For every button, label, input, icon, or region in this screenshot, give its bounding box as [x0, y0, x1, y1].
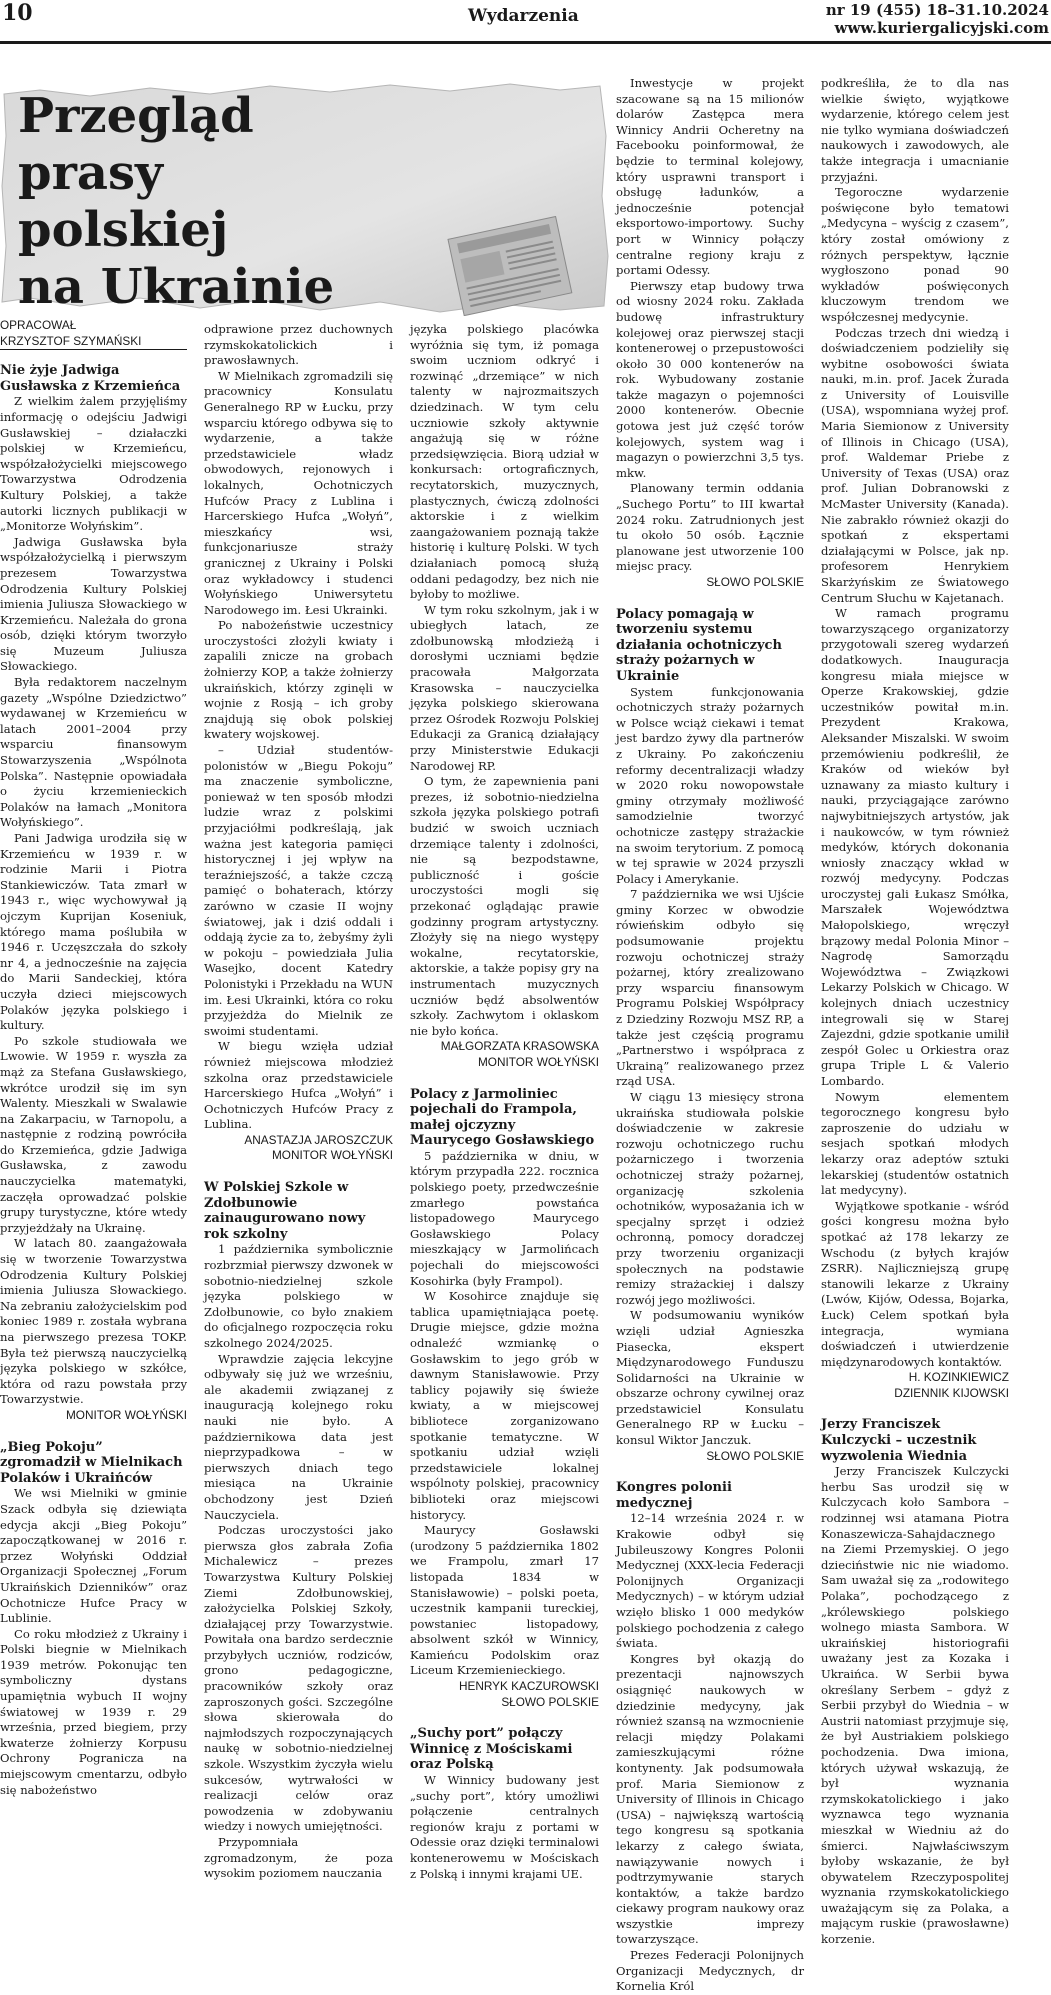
- headline-line: Przegląd prasy: [18, 88, 254, 201]
- article-paragraph: W Kosohirce znajduje się tablica upamiętniająca poetę. Drugie miejsce, gdzie można odnaleźć wzmiankę o Gosławskim to jego grób w dawnym Stanisławowie. Przy tablicy pojawiły się świeże kwiaty, a w miejscowej bibliotece zorganizowano spotkanie tematyczne. W spotkaniu udział wzięli przedstawiciele lokalnej wspólnoty polskiej, pracownicy biblioteki oraz miejscowi historycy.: [410, 1289, 599, 1522]
- article-paragraph: W ramach programu towarzyszącego organizatorzy przygotowali szereg wydarzeń dodatkowych. Inauguracja kongresu miała miejsce w Operze Krakowskiej, gdzie uczestników powitał m.in. Prezydent Krakowa, Aleksander Miszalski. W swoim przemówieniu podkreślił, że Kraków od wieków był uznawany za miasto kultury i nauki, przyciągające zarówno najwybitniejszych artystów, jak i naukowców, w tym również medyków, których dokonania wniosły znaczący wkład w rozwój medycyny. Podczas uroczystej gali Łukasz Smółka, Marszałek Województwa Małopolskiego, wręczył brązowy medal Polonia Minor – Nagrodę Samorządu Województwa – Związkowi Lekarzy Polskich w Chicago. W kolejnych dniach uczestnicy integrowali się w Starej Zajezdni, gdzie spotkanie umilił zespół Golec u Orkiestra oraz grupa Triple L & Valerio Lombardo.: [821, 606, 1009, 1088]
- headline-line: polskiej: [18, 202, 229, 258]
- article-signature: DZIENNIK KIJOWSKI: [894, 1385, 1009, 1400]
- article-signature: SŁOWO POLSKIE: [706, 1448, 804, 1463]
- article-paragraph: Po nabożeństwie uczestnicy uroczystości złożyli kwiaty i zapalili znicze na grobach żołnierzy KOP, a także żołnierzy ukraińskich, którzy zginęli w wojnie z Rosją – ich groby znajdują się obok polskiej kwatery wojskowej.: [204, 618, 393, 742]
- section-title: Wydarzenia: [468, 6, 579, 26]
- article-paragraph: W tym roku szkolnym, jak i w ubiegłych latach, ze zdołbunowską młodzieżą i dorosłymi uczniami będzie pracowała Małgorzata Krasowska – nauczycielka języka polskiego skierowana przez Ośrodek Rozwoju Polskiej Edukacji za Granicą działający przy Ministerstwie Edukacji Narodowej RP.: [410, 602, 599, 773]
- article-paragraph: W latach 80. zaangażowała się w tworzenie Towarzystwa Odrodzenia Kultury Polskiej imienia Juliusza Słowackiego. Na zebraniu założycielskim pod koniec 1989 r. została wybrana na pierwszego prezesa TOKP. Była też pierwszą nauczycielką języka polskiego w szkółce, która od razu powstała przy Towarzystwie.: [0, 1236, 187, 1407]
- article-signature: SŁOWO POLSKIE: [706, 575, 804, 589]
- article-signature: H. KOZINKIEWICZ: [908, 1370, 1009, 1385]
- article-signature: MONITOR WOŁYŃSKI: [477, 1054, 599, 1069]
- byline-divider: [0, 349, 187, 350]
- spacer: [0, 353, 187, 363]
- article-paragraph: 12–14 września 2024 r. w Krakowie odbył się Jubileuszowy Kongres Polonii Medycznej (XXX-lecia Federacji Polonijnych Organizacji Medycznych) – w którym udział wzięło blisko 1 000 medyków polskiego pochodzenia z całego świata.: [616, 1511, 804, 1651]
- article-signature: HENRYK KACZUROWSKI: [458, 1679, 599, 1694]
- byline-author: KRZYSZTOF SZYMAŃSKI: [0, 333, 142, 348]
- article-paragraph: Z wielkim żalem przyjęliśmy informację o odejściu Jadwigi Gusławskiej – działaczki polskiej w Krzemieńcu, współzałożycielki miejscowego Towarzystwa Odrodzenia Kultury Polskiej, a także autorki licznych publikacji w „Monitorze Wołyńskim”.: [0, 394, 187, 534]
- article-paragraph: W Winnicy budowany jest „suchy port”, który umożliwi połączenie centralnych regionów kraju z portami w Odessie oraz dzięki terminalowi kontenerowemu w Mościskach z Polską i innymi krajami UE.: [410, 1773, 599, 1881]
- article-paragraph: Inwestycje w projekt szacowane są na 15 milionów dolarów Zastępca mera Winnicy Andrii Ocheretny na Facebooku poinformował, że będzie to terminal kolejowy, który usprawni transport i obsługę ładunków, a jednocześnie potencjał eksportowo-importowy. Suchy port w Winnicy połączy centralne regiony kraju z portami Odessy.: [616, 76, 804, 278]
- column-5: [821, 76, 1009, 1948]
- headline-line: na Ukrainie: [18, 259, 335, 315]
- article-paragraph: Tegoroczne wydarzenie poświęcone było tematowi „Medycyna – wyścig z czasem”, który został omówiony z różnych perspektyw, łącznie wygłoszono ponad 90 wykładów poświęconych kluczowym trendom we współczesnej medycynie.: [821, 185, 1009, 324]
- article-paragraph: Wyjątkowe spotkanie - wśród gości kongresu można było spotkać aż 178 lekarzy ze Wschodu (z byłych krajów ZSRR). Najliczniejszą grupę stanowili lekarze z Ukrainy (Lwów, Kijów, Odessa, Bojarka, Łuck) Celem spotkań była integracja, wymiana doświadczeń i utwierdzenie międzynarodowych kontaktów.: [821, 1198, 1009, 1369]
- article-paragraph: 5 października w dniu, w którym przypadła 222. rocznica polskiego poety, przedwcześnie zmarłego powstańca listopadowego Maurycego Gosławskiego Polacy mieszkający w Jarmolińcach pojechali do miejscowości Kosohirka (były Frampol).: [410, 1148, 599, 1288]
- article-paragraph: – Udział studentów-polonistów w „Biegu Pokoju” ma znaczenie symboliczne, ponieważ w ten sposób młodzi ludzie wraz z polskimi przyjaciółmi podkreślają, jak ważna jest kategoria pamięci historycznej i jej wpływ na teraźniejszość, a także czczą pamięć o bohaterach, którzy zarówno w czasie II wojny światowej, jak i dziś oddali i oddają życie za to, żebyśmy żyli w pokoju – powiedziała Julia Wasejko, docent Katedry Polonistyki i Przekładu na WUN im. Łesi Ukrainki, która co roku przyjeżdża do Mielnik ze swoimi studentami.: [204, 743, 393, 1038]
- article-paragraph: Jerzy Franciszek Kulczycki herbu Sas urodził się w Kulczycach koło Sambora – rodzinnej wsi atamana Piotra Konaszewicza-Sahajdacznego na Ziemi Przemyskiej. O jego dzieciństwie nic nie wiadomo. Sam uważał się za „rodowitego Polaka”, pochodzącego z „królewskiego polskiego wolnego miasta Sambora. W ukraińskiej historiografii uważany jest za Kozaka i Ukraińca. W Serbii bywa określany Serbem – gdyż z Serbii przybył do Wiednia – w Austrii natomiast przyjmuje się, że był Austriakiem polskiego pochodzenia. Dwa imiona, których używał wskazują, że był wyznania rzymskokatolickiego i jako wyznawca tego wyznania mieszkał w Wiedniu aż do śmierci. Najwłaściwszym byłoby wskazanie, że był obywatelem Rzeczypospolitej wyznania rzymskokatolickiego uważającym się za Polaka, a mającym ruskie (prawosławne) korzenie.: [821, 1464, 1009, 1947]
- article-paragraph: Przypomniała zgromadzonym, że poza wysokim poziomem nauczania: [204, 1835, 393, 1881]
- article-paragraph: Wprawdzie zajęcia lekcyjne odbywały się już we wrześniu, ale akademii związanej z inauguracją kolejnego roku nauki nie było. A październikowa data jest nieprzypadkowa – w pierwszych dniach tego miesiąca na Ukrainie obchodzony jest Dzień Nauczyciela.: [204, 1351, 393, 1522]
- column-2: [204, 322, 393, 1882]
- article-paragraph: Podczas uroczystości jako pierwsza głos zabrała Zofia Michalewicz – prezes Towarzystwa Kultury Polskiej Ziemi Zdołbunowskiej, założycielka Polskiej Szkoły, działającej przy Towarzystwie. Powitała ona bardzo serdecznie przybyłych uczniów, rodziców, grono pedagogiczne, pracowników szkoły oraz zaproszonych gości. Szczególne słowa skierowała do najmłodszych rozpoczynających naukę w sobotnio-niedzielnej szkole. Wszystkim życzyła wielu sukcesów, wytrwałości w realizacji celów oraz powodzenia w zdobywaniu wiedzy i nowych umiejętności.: [204, 1523, 393, 1834]
- article-paragraph: W Mielnikach zgromadzili się pracownicy Konsulatu Generalnego RP w Łucku, przy wsparciu którego odbywa się to wydarzenie, a także przedstawiciele władz obwodowych, rejonowych i lokalnych, Ochotniczych Hufców Pracy z Lublina i Harcerskiego Hufca „Wołyń”, mieszkańcy wsi, funkcjonariusze straży granicznej z Ukrainy i Polski oraz wykładowcy i studenci Wołyńskiego Uniwersytetu Narodowego im. Łesi Ukrainki.: [204, 368, 393, 617]
- article-paragraph: Po szkole studiowała we Lwowie. W 1959 r. wyszła za mąż za Stefana Gusławskiego, wkrótce urodził się im syn Walenty. Mieszkali w Swalawie na Zakarpaciu, w Tarnopolu, a następnie z rodziną powróciła do Krzemieńca, gdzie Jadwiga Gusławska, z zawodu nauczycielka matematyki, zaczęła oprowadzać polskie grupy turystyczne, które wtedy przyjeżdżały na Ukrainę.: [0, 1033, 187, 1235]
- article-paragraph: Pani Jadwiga urodziła się w Krzemieńcu w 1939 r. w rodzinie Marii i Piotra Stankiewiczów. Tata zmarł w 1943 r., więc wychowywał ją ojczym Kuprijan Koseniuk, którego mama poślubiła w 1946 r. Uczęszczała do szkoły nr 4, a jednocześnie na zajęcia do Marii Sandeckiej, która uczyła dzieci miejscowych Polaków języka polskiego i kultury.: [0, 831, 187, 1033]
- article-headline: Polacy pomagają w tworzeniu systemu działania ochotniczych straży pożarnych w Ukrainie: [616, 606, 782, 684]
- column-3: [410, 322, 599, 1882]
- column-1: [0, 318, 187, 1798]
- column-body: [204, 322, 393, 1882]
- spacer: [410, 1071, 599, 1087]
- article-paragraph: System funkcjonowania ochotniczych straży pożarnych w Polsce wciąż ciekawi i temat jest bardzo żywy dla partnerów z Ukrainy. Po zakończeniu reformy decentralizacji władzy w 2020 roku nowopowstałe gminy otrzymały możliwość samodzielnie tworzyć ochotnicze zastępy strażackie na swoim terytorium. Z pomocą w tej sprawie w 2024 przyszli Polacy i Amerykanie.: [616, 684, 804, 886]
- article-paragraph: Kongres był okazją do prezentacji najnowszych osiągnięć naukowych w dziedzinie medycyny, jak również szansą na wzmocnienie relacji między Polakami zamieszkującymi różne kontynenty. Jak podsumowała prof. Maria Siemionow z University of Illinois in Chicago (USA) – największą wartością tego kongresu są spotkania lekarzy z całego świata, nawiązywanie nowych i podtrzymywanie starych kontaktów, a także bardzo ciekawy program naukowy oraz wszystkie imprezy towarzyszące.: [616, 1651, 804, 1947]
- article-paragraph: Planowany termin oddania „Suchego Portu” to III kwartał 2024 roku. Zatrudnionych jest tu około 50 osób. Łącznie planowane jest utworzenie 100 miejsc pracy.: [616, 481, 804, 574]
- article-paragraph: We wsi Mielniki w gminie Szack odbyła się dziewiąta edycja akcji „Bieg Pokoju” zapoczątkowanej w 2016 r. przez Wołyński Oddział Organizacji Społecznej „Forum Ukraińskich Dzienników” oraz Ochotnicze Hufce Pracy w Lublinie.: [0, 1486, 187, 1626]
- article-paragraph: podkreśliła, że to dla nas wielkie święto, wyjątkowe wydarzenie, którego celem jest nie tylko wymiana doświadczeń naukowych i zawodowych, ale także integracja i umacnianie przyjaźni.: [821, 76, 1009, 184]
- article-paragraph: Maurycy Gosławski (urodzony 5 października 1802 we Frampolu, zmarł 17 listopada 1834 w Stanisławowie) – polski poeta, uczestnik kampanii tureckiej, powstaniec listopadowy, absolwent szkół w Winnicy, Kamieńcu Podolskim oraz Liceum Krzemienieckiego.: [410, 1523, 599, 1678]
- article-headline: „Suchy port” połączy Winnicę z Mościskami oraz Polską: [410, 1726, 573, 1773]
- newspaper-icon: [445, 216, 585, 320]
- column-4: [616, 76, 804, 1995]
- article-signature: MAŁGORZATA KRASOWSKA: [440, 1039, 599, 1054]
- column-body: [410, 322, 599, 1882]
- byline: [0, 318, 187, 349]
- byline-label: OPRACOWAŁ: [0, 318, 77, 332]
- article-paragraph: Pierwszy etap budowy trwa od wiosny 2024 roku. Zakłada budowę infrastruktury kolejowej oraz pierwszej stacji kontenerowej o przepustowości około 30 000 kontenerów na rok. Wybudowany zostanie także magazyn o pojemności 2000 kontenerów. Obecnie gotowa jest już część torów kolejowych, system wag i magazyn o powierzchni 3,5 tys. mkw.: [616, 278, 804, 480]
- spacer: [616, 591, 804, 607]
- column-body: [0, 363, 187, 1798]
- article-paragraph: Jadwiga Gusławska była współzałożycielką i pierwszym prezesem Towarzystwa Odrodzenia Kultury Polskiej imienia Juliusza Słowackiego w Krzemieńcu. Należała do grona osób, dzięki którym tworzyło się Muzeum Juliusza Słowackiego.: [0, 534, 187, 674]
- article-paragraph: 1 października symbolicznie rozbrzmiał pierwszy dzwonek w sobotnio-niedzielnej szkole języka polskiego w Zdołbunowie, co było znakiem do oficjalnego rozpoczęcia roku szkolnego 2024/2025.: [204, 1242, 393, 1350]
- article-signature: SŁOWO POLSKIE: [501, 1694, 599, 1709]
- article-paragraph: W podsumowaniu wyników wzięli udział Agnieszka Piasecka, ekspert Międzynarodowego Funduszu Solidarności na Ukrainie w obszarze ochrony cywilnej oraz przedstawiciel Konsulatu Generalnego RP w Łucku – konsul Wiktor Janczuk.: [616, 1308, 804, 1448]
- article-headline: Polacy z Jarmoliniec pojechali do Frampola, małej ojczyzny Maurycego Gosławskiego: [410, 1086, 595, 1149]
- spacer: [204, 1164, 393, 1180]
- article-paragraph: O tym, że zapewnienia pani prezes, iż sobotnio-niedzielna szkoła języka polskiego potrafi budzić w swoich uczniach drzemiące talenty i zdolności, nie są bezpodstawne, publiczność i goście uroczystości mogli się przekonać oglądając prawie godzinny program artystyczny. Złożyły się na niego występy wokalne, recytatorskie, aktorskie, a także popisy gry na instrumentach muzycznych uczniów będź absolwentów szkoły. Zachwytom i oklaskom nie było końca.: [410, 774, 599, 1038]
- page-headline: [18, 88, 398, 316]
- article-paragraph: Podczas trzech dni wiedzą i doświadczeniem podzieliły się wybitne osobowości świata nauki, m.in. prof. Jacek Żurada z University of Louisville (USA), wspomniana wyżej prof. Maria Siemionow z University of Illinois in Chicago (USA), prof. Waldemar Priebe z University of Texas (USA) oraz prof. Julian Dobranowski z McMaster University (Kanada). Nie zabrakło również okazji do spotkań z ekspertami działającymi w Polsce, jak np. profesorem Henrykiem Skarżyńskim ze Światowego Centrum Słuchu w Kajetanach.: [821, 325, 1009, 605]
- article-paragraph: W ciągu 13 miesięcy strona ukraińska studiowała polskie doświadczenie w zakresie rozwoju ochotniczego ruchu pożarniczego i tworzenia ochotniczej straży pożarnej, organizację szkolenia ochotników, wyposażania ich w specjalny sprzęt i odzież ochronną, pomocy doradczej przy tworzeniu organizacji społecznych na podstawie remizy strażackiej i dalszy rozwój jego możliwości.: [616, 1090, 804, 1307]
- article-headline: Kongres polonii medycznej: [616, 1480, 732, 1511]
- spacer: [0, 1424, 187, 1440]
- article-signature: MONITOR WOŁYŃSKI: [271, 1148, 393, 1163]
- article-headline: W Polskiej Szkole w Zdołbunowie zainaugurowano nowy rok szkolny: [204, 1180, 366, 1242]
- article-paragraph: 7 października we wsi Ujście gminy Korzec w obwodzie rówieńskim odbyło się podsumowanie projektu rozwoju ochotniczej straży pożarnej, który zrealizowano przy wsparciu finansowym Programu Polskiej Współpracy z Dziedziny Rozwoju MSZ RP, a także jest częścią programu „Partnerstwo i współpraca z Ukrainą” realizowanego przez rząd USA.: [616, 887, 804, 1089]
- spacer: [616, 1464, 804, 1480]
- article-paragraph: Prezes Federacji Polonijnych Organizacji Medycznych, dr Kornelia Król: [616, 1948, 804, 1994]
- spacer: [410, 1710, 599, 1726]
- article-headline: Jerzy Franciszek Kulczycki – uczestnik wyzwolenia Wiednia: [821, 1417, 977, 1464]
- article-headline: Nie żyje Jadwiga Gusławska z Krzemieńca: [0, 363, 181, 394]
- article-paragraph: języka polskiego placówka wyróżnia się tym, iż pomaga swoim uczniom odkryć i rozwinąć „drzemiące” w nich talenty w najrozmaitszych dziedzinach. W tym celu uczniowie szkoły aktywnie angażują się w różne przedsięwzięcia. Biorą udział w konkursach: ortograficznych, recytatorskich, muzycznych, plastycznych, ćwiczą zdolności aktorskie i z wielkim zaangażowaniem poznają także historię i kulturę Polski. W tych działaniach pomocą służą oddani pedagodzy, bez nich nie byłoby to możliwe.: [410, 322, 599, 602]
- page-number: 10: [2, 0, 33, 26]
- column-body: [616, 76, 804, 1995]
- article-signature: ANASTAZJA JAROSZCZUK: [244, 1132, 393, 1147]
- article-signature: MONITOR WOŁYŃSKI: [65, 1407, 187, 1422]
- issue-info: nr 19 (455) 18–31.10.2024: [825, 1, 1049, 19]
- article-paragraph: odprawione przez duchownych rzymskokatolickich i prawosławnych.: [204, 322, 393, 368]
- column-body: [821, 76, 1009, 1948]
- article-paragraph: Nowym elementem tegorocznego kongresu było zaproszenie do udziału w sesjach spotkań młodych lekarzy oraz adeptów sztuki lekarskiej (studentów ostatnich lat medycyny).: [821, 1089, 1009, 1198]
- article-paragraph: W biegu wzięła udział również miejscowa młodzież szkolna oraz przedstawiciele Harcerskiego Hufca „Wołyń” i Ochotniczych Hufców Pracy z Lublina.: [204, 1039, 393, 1132]
- article-headline: „Bieg Pokoju” zgromadził w Mielnikach Polaków i Ukraińców: [0, 1439, 183, 1486]
- header-divider: [0, 41, 1051, 44]
- article-paragraph: Co roku młodzież z Ukrainy i Polski biegnie w Mielnikach 1939 metrów. Pokonując ten symboliczny dystans upamiętnia wybuch II wojny światowej w 1939 r. 29 września, przed biegiem, przy kwaterze żołnierzy Korpusu Ochrony Pogranicza na miejscowym cmentarzu, odbyło się nabożeństwo: [0, 1626, 187, 1797]
- site-url[interactable]: www.kuriergalicyjski.com: [834, 19, 1049, 37]
- spacer: [821, 1401, 1009, 1417]
- article-paragraph: Była redaktorem naczelnym gazety „Wspólne Dziedzictwo” wydawanej w Krzemieńcu w latach 2001–2004 przy wsparciu finansowym Stowarzyszenia „Wspólnota Polska”. Następnie opowiadała o życiu krzemienieckich Polaków na łamach „Monitora Wołyńskiego”.: [0, 675, 187, 830]
